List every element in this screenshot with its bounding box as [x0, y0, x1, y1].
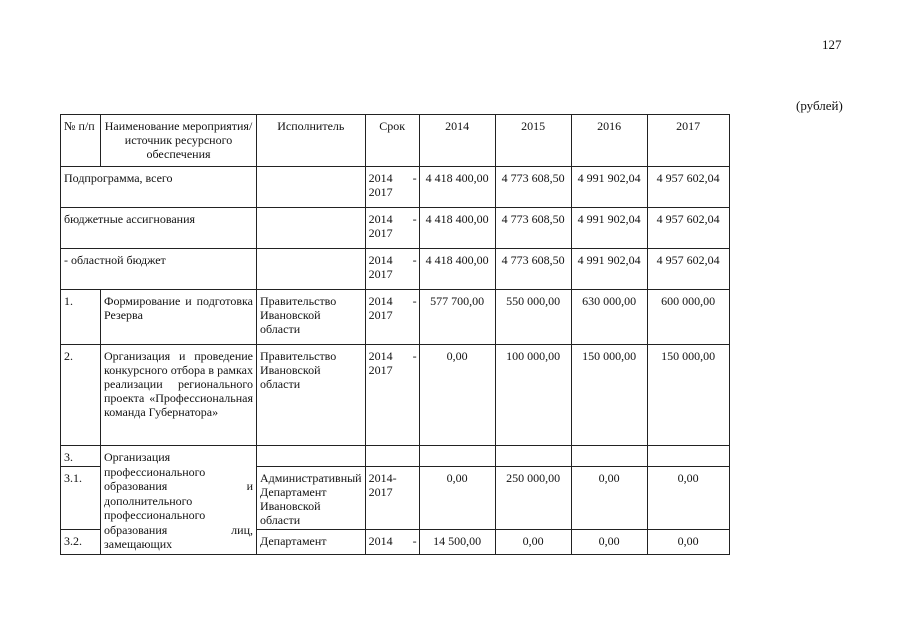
- table-row: [61, 249, 730, 290]
- term-cell: 2014 -: [365, 530, 419, 555]
- row-executor: Департамент: [257, 530, 366, 555]
- value-2017: 4 957 602,04: [647, 208, 729, 249]
- value-2016: 150 000,00: [571, 345, 647, 446]
- value-2015: 0,00: [495, 530, 571, 555]
- table-row: [61, 290, 730, 345]
- value-2016: 630 000,00: [571, 290, 647, 345]
- header-2016: 2016: [571, 115, 647, 167]
- row-num: 3.1.: [61, 467, 101, 530]
- term-cell: 2014- 2017: [365, 467, 419, 530]
- value-2014: 14 500,00: [419, 530, 495, 555]
- term-cell: 2014 - 2017: [365, 167, 419, 208]
- value-2015: [495, 446, 571, 467]
- value-2016: 4 991 902,04: [571, 167, 647, 208]
- term-cell: 2014 - 2017: [365, 208, 419, 249]
- value-2017: 0,00: [647, 467, 729, 530]
- row-executor: Правительство Ивановской области: [257, 345, 366, 446]
- value-2016: 0,00: [571, 467, 647, 530]
- row-executor: [257, 446, 366, 467]
- header-2015: 2015: [495, 115, 571, 167]
- table-row: [61, 345, 730, 446]
- value-2017: [647, 446, 729, 467]
- summary-label: - областной бюджет: [61, 249, 257, 290]
- row-num: 3.2.: [61, 530, 101, 555]
- value-2014: 4 418 400,00: [419, 167, 495, 208]
- value-2016: 4 991 902,04: [571, 208, 647, 249]
- header-executor: Исполнитель: [257, 115, 366, 167]
- table-row: [61, 446, 730, 467]
- value-2016: 0,00: [571, 530, 647, 555]
- value-2014: 0,00: [419, 345, 495, 446]
- table-row: [61, 167, 730, 208]
- summary-executor: [257, 208, 366, 249]
- value-2015: 100 000,00: [495, 345, 571, 446]
- header-term: Срок: [365, 115, 419, 167]
- value-2016: 4 991 902,04: [571, 249, 647, 290]
- value-2015: 4 773 608,50: [495, 249, 571, 290]
- row-num: 3.: [61, 446, 101, 467]
- header-2014: 2014: [419, 115, 495, 167]
- value-2015: 4 773 608,50: [495, 167, 571, 208]
- row-name: Организация профессионального образования и дополнительного профессионального образования лиц, замещающих: [101, 446, 257, 555]
- term-cell: 2014 - 2017: [365, 290, 419, 345]
- row-executor: Правительство Ивановской области: [257, 290, 366, 345]
- row-executor: Административный Департамент Ивановской области: [257, 467, 366, 530]
- value-2014: 4 418 400,00: [419, 208, 495, 249]
- header-row: [61, 115, 730, 167]
- term-cell: [365, 446, 419, 467]
- value-2014: [419, 446, 495, 467]
- summary-label: бюджетные ассигнования: [61, 208, 257, 249]
- value-2015: 550 000,00: [495, 290, 571, 345]
- value-2017: 600 000,00: [647, 290, 729, 345]
- header-num: № п/п: [61, 115, 101, 167]
- summary-executor: [257, 249, 366, 290]
- value-2017: 4 957 602,04: [647, 167, 729, 208]
- table-row: [61, 208, 730, 249]
- row-num: 2.: [61, 345, 101, 446]
- value-2017: 150 000,00: [647, 345, 729, 446]
- term-cell: 2014 - 2017: [365, 345, 419, 446]
- value-2014: 0,00: [419, 467, 495, 530]
- value-2015: 4 773 608,50: [495, 208, 571, 249]
- value-2017: 4 957 602,04: [647, 249, 729, 290]
- resource-table: [60, 114, 730, 555]
- summary-executor: [257, 167, 366, 208]
- row-name: Формирование и подготовка Резерва: [101, 290, 257, 345]
- value-2016: [571, 446, 647, 467]
- header-2017: 2017: [647, 115, 729, 167]
- value-2015: 250 000,00: [495, 467, 571, 530]
- value-2017: 0,00: [647, 530, 729, 555]
- page-number: 127: [822, 37, 842, 52]
- term-cell: 2014 - 2017: [365, 249, 419, 290]
- header-name: Наименование мероприятия/источник ресурсного обеспечения: [101, 115, 257, 167]
- value-2014: 4 418 400,00: [419, 249, 495, 290]
- summary-label: Подпрограмма, всего: [61, 167, 257, 208]
- value-2014: 577 700,00: [419, 290, 495, 345]
- units-label: (рублей): [796, 98, 843, 113]
- row-name: Организация и проведение конкурсного отбора в рамках реализации регионального проекта «Профессиональная команда Губернатора»: [101, 345, 257, 446]
- row-num: 1.: [61, 290, 101, 345]
